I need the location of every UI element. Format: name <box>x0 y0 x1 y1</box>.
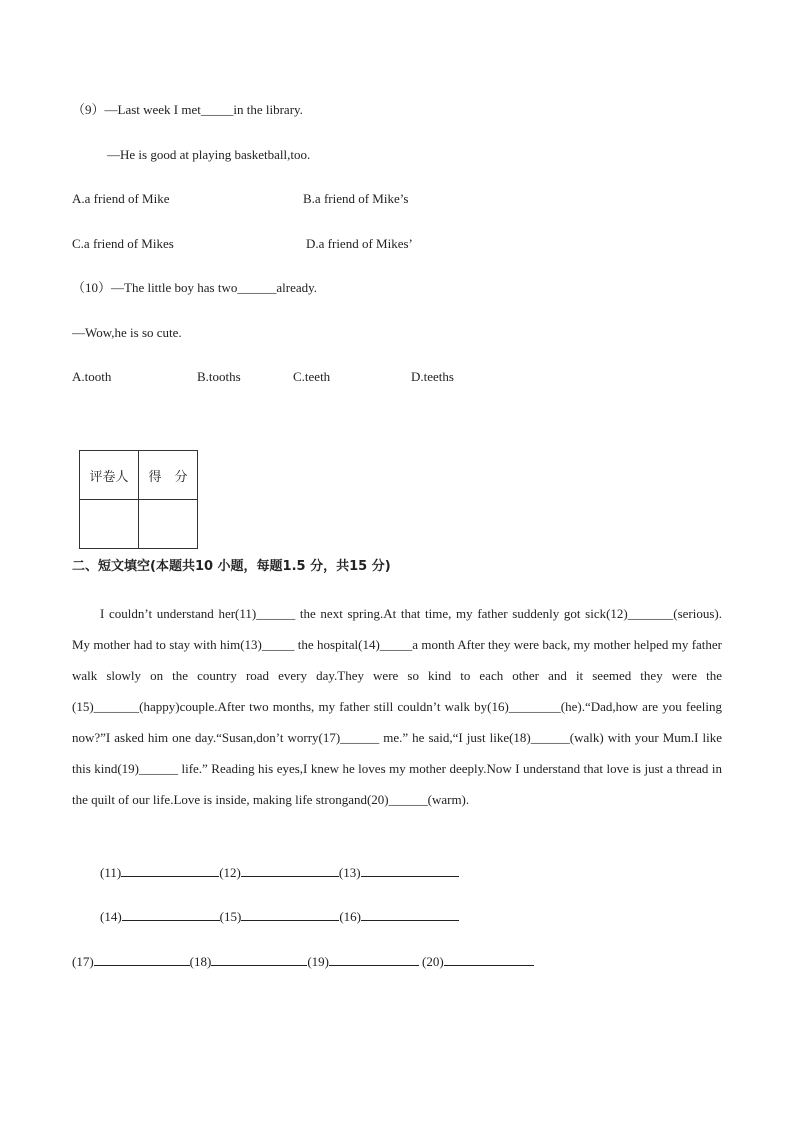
question-9-option-a: A.a friend of Mike <box>72 191 170 206</box>
section-2-title: 二、短文填空(本题共10 小题，每题1.5 分，共15 分) <box>72 559 391 574</box>
answer-label: (13) <box>338 865 361 880</box>
answer-label: (18) <box>189 954 212 969</box>
passage-text: I couldn’t understand her(11)______ the next spring.At that time, my father suddenly got sick(12)_______(serious). My mother had to stay with him(13)_____ the hospital(14)_____a month After they were back, my mother helped my father walk slowly on the country road every day.They were so kind to each other and it seemed they were the (15)_______(happy)couple.After two months, my father still couldn’t walk by(16)________(he).“Dad,how are you feeling now?”I asked him one day.“Susan,don’t worry(17)______ me.” he said,“I just like(18)______(walk) with your Mum.I like this kind(19)______ life.” Reading his eyes,I knew he loves my mother deeply.Now I understand that love is just a thread in the quilt of our life.Love is inside, making life strongand(20)______(warm). <box>72 606 722 807</box>
answer-blank[interactable] <box>361 864 459 877</box>
answer-row-2 <box>100 908 459 925</box>
question-9-option-c: C.a friend of Mikes <box>72 236 174 251</box>
answer-label: (16) <box>339 909 362 924</box>
question-9-stem: （9）—Last week I met_____in the library. <box>72 102 303 117</box>
question-10-option-a: A.tooth <box>72 369 112 384</box>
answer-row-1 <box>100 864 459 881</box>
question-10-option-b: B.tooths <box>197 369 241 384</box>
score-table <box>79 450 198 549</box>
answer-label: (14) <box>100 909 122 924</box>
answer-blank[interactable] <box>444 953 534 966</box>
answer-label: (15) <box>219 909 242 924</box>
answer-label: (20) <box>422 954 444 969</box>
question-9-option-d: D.a friend of Mikes’ <box>306 236 413 251</box>
reviewer-cell <box>80 500 139 549</box>
answer-label: (12) <box>219 865 241 880</box>
answer-label: (19) <box>307 954 330 969</box>
score-header: 得 分 <box>139 451 198 500</box>
answer-blank[interactable] <box>94 953 190 966</box>
answer-blank[interactable] <box>121 864 219 877</box>
answer-blank[interactable] <box>329 953 419 966</box>
passage <box>72 598 722 815</box>
question-10-option-c: C.teeth <box>293 369 331 384</box>
answer-blank[interactable] <box>361 908 459 921</box>
question-10-stem: （10）—The little boy has two______already. <box>72 280 318 295</box>
answer-row-3 <box>72 953 534 970</box>
reviewer-header: 评卷人 <box>80 451 139 500</box>
answer-label: (11) <box>100 865 122 880</box>
score-cell <box>139 500 198 549</box>
question-10-reply: —Wow,he is so cute. <box>72 325 182 340</box>
answer-blank[interactable] <box>211 953 307 966</box>
answer-blank[interactable] <box>241 864 339 877</box>
answer-label: (17) <box>72 954 94 969</box>
answer-blank[interactable] <box>122 908 220 921</box>
question-9-option-b: B.a friend of Mike’s <box>303 191 409 206</box>
question-9-reply: —He is good at playing basketball,too. <box>107 147 311 162</box>
answer-blank[interactable] <box>241 908 339 921</box>
question-10-option-d: D.teeths <box>411 369 454 384</box>
